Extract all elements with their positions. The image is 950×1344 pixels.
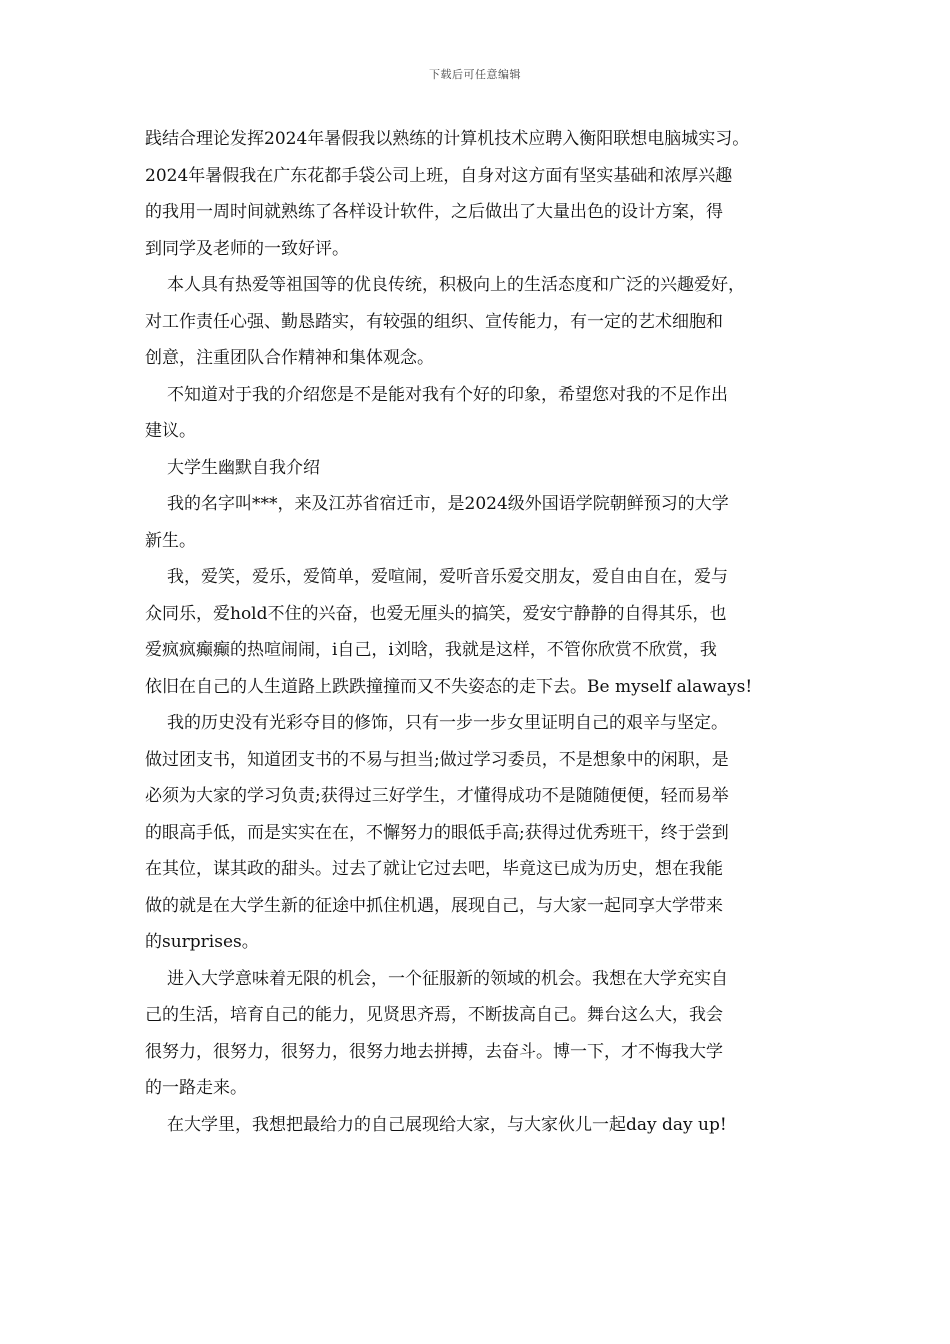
text-line: 创意，注重团队合作精神和集体观念。 — [145, 348, 434, 368]
section-heading: 大学生幽默自我介绍 — [167, 457, 320, 478]
text-line: 对工作责任心强、勤恳踏实，有较强的组织、宣传能力，有一定的艺术细胞和 — [145, 311, 723, 332]
text-line: 在大学里，我想把最给力的自己展现给大家，与大家伙儿一起day day up! — [167, 1114, 727, 1135]
text-line: 很努力，很努力，很努力，很努力地去拼搏，去奋斗。博一下，才不悔我大学 — [145, 1041, 723, 1062]
text-line: 践结合理论发挥2024年暑假我以熟练的计算机技术应聘入衡阳联想电脑城实习。 — [145, 129, 750, 149]
text-line: 的一路走来。 — [145, 1078, 247, 1098]
text-line: 2024年暑假我在广东花都手袋公司上班，自身对这方面有坚实基础和浓厚兴趣 — [145, 165, 733, 186]
text-line: 做过团支书，知道团支书的不易与担当;做过学习委员，不是想象中的闲职，是 — [145, 749, 729, 770]
text-line: 在其位，谋其政的甜头。过去了就让它过去吧，毕竟这已成为历史，想在我能 — [145, 859, 723, 879]
text-line: 做的就是在大学生新的征途中抓住机遇，展现自己，与大家一起同享大学带来 — [145, 895, 723, 916]
text-line: 到同学及老师的一致好评。 — [145, 238, 349, 259]
text-line: 依旧在自己的人生道路上跌跌撞撞而又不失姿态的走下去。Be myself alaways! — [145, 676, 753, 697]
text-line: 建议。 — [145, 421, 196, 441]
text-line: 本人具有热爱等祖国等的优良传统，积极向上的生活态度和广泛的兴趣爱好， — [167, 275, 745, 295]
text-line: 我的历史没有光彩夺目的修饰，只有一步一步女里证明自己的艰辛与坚定。 — [167, 713, 728, 733]
text-line: 新生。 — [145, 530, 196, 551]
text-line: 的我用一周时间就熟练了各样设计软件，之后做出了大量出色的设计方案，得 — [145, 202, 723, 222]
text-line: 我，爱笑，爱乐，爱简单，爱喧闹，爱听音乐爱交朋友，爱自由自在，爱与 — [167, 567, 728, 587]
text-line: 的surprises。 — [145, 932, 259, 952]
page-header: 下载后可任意编辑 — [429, 68, 521, 81]
text-line: 不知道对于我的介绍您是不是能对我有个好的印象，希望您对我的不足作出 — [167, 384, 728, 405]
text-line: 进入大学意味着无限的机会，一个征服新的领域的机会。我想在大学充实自 — [167, 968, 728, 989]
text-line: 我的名字叫***，来及江苏省宿迁市，是2024级外国语学院朝鲜预习的大学 — [167, 494, 729, 514]
text-line: 必须为大家的学习负责;获得过三好学生，才懂得成功不是随随便便，轻而易举 — [145, 786, 729, 806]
document-body — [145, 121, 813, 1143]
text-line: 众同乐，爱hold不住的兴奋，也爱无厘头的搞笑，爱安宁静静的自得其乐，也 — [145, 603, 727, 624]
text-line: 爱疯疯癫癫的热喧闹闹，i自己，i刘晗，我就是这样，不管你欣赏不欣赏，我 — [145, 640, 717, 660]
text-line: 己的生活，培育自己的能力，见贤思齐焉，不断拔高自己。舞台这么大，我会 — [145, 1005, 723, 1025]
text-line: 的眼高手低，而是实实在在，不懈努力的眼低手高;获得过优秀班干，终于尝到 — [145, 822, 729, 843]
